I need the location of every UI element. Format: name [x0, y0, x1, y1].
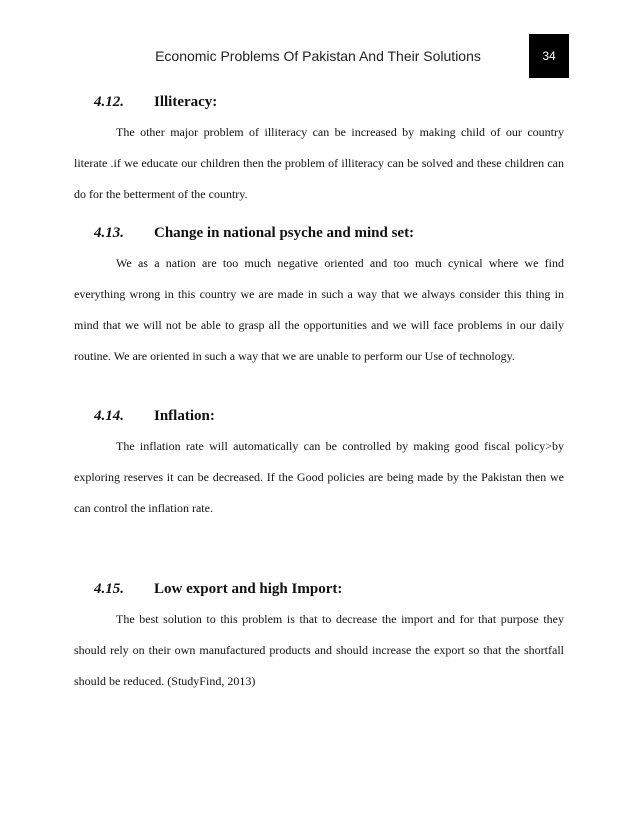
section-heading [74, 91, 564, 113]
section-title: Inflation: [154, 408, 215, 424]
running-header-title: Economic Problems Of Pakistan And Their Solutions [155, 48, 481, 64]
section-heading [74, 405, 564, 427]
section-number: 4.13. [94, 225, 124, 241]
section-national-psyche [74, 222, 564, 372]
section-title: Change in national psyche and mind set: [154, 225, 415, 241]
section-title: Low export and high Import: [154, 581, 343, 597]
section-title: Illiteracy: [154, 94, 218, 110]
section-low-export-high-import [74, 578, 564, 697]
section-number: 4.14. [94, 408, 124, 424]
section-body: The other major problem of illiteracy can be increased by making child of our country literate .if we educate our children then the problem of illiteracy can be solved and these children can do for the betterment of the country. [74, 125, 564, 201]
section-body: The inflation rate will automatically can be controlled by making good fiscal policy>by exploring reserves it can be decreased. If the Good policies are being made by the Pakistan then we can control the inflation rate. [74, 439, 564, 515]
section-inflation [74, 405, 564, 524]
section-number: 4.15. [94, 581, 124, 597]
section-body: We as a nation are too much negative oriented and too much cynical where we find everything wrong in this country we are made in such a way that we always consider this thing in mind that we will not be able to grasp all the opportunities and we will face problems in our daily routine. We are oriented in such a way that we are unable to perform our Use of technology. [74, 256, 564, 363]
section-number: 4.12. [94, 94, 124, 110]
section-heading [74, 222, 564, 244]
page-number-badge: 34 [529, 34, 569, 78]
section-body: The best solution to this problem is that to decrease the import and for that purpose they should rely on their own manufactured products and should increase the export so that the shortfall should be reduced. (StudyFind, 2013) [74, 612, 564, 688]
section-heading [74, 578, 564, 600]
section-illiteracy [74, 91, 564, 210]
